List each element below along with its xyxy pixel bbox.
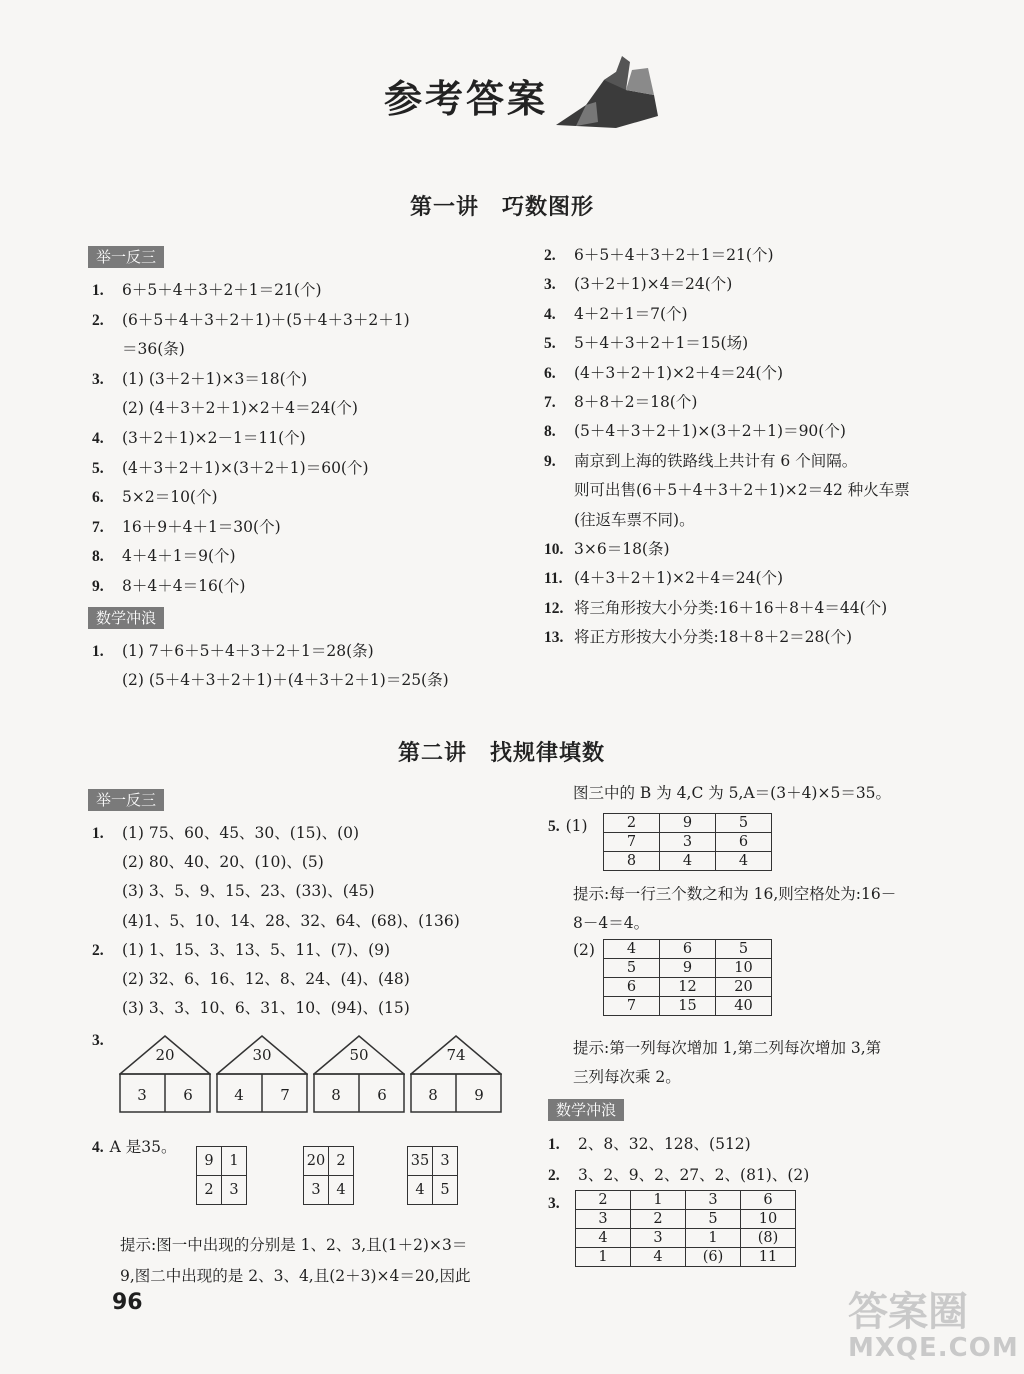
answer-number: 4. <box>544 305 556 323</box>
lecture2-surf-answers <box>548 1129 809 1191</box>
answer-text: 8＋4＋4＝16(个) <box>122 576 246 595</box>
grid-cell: 3 <box>631 1229 686 1248</box>
answer-line <box>92 424 410 454</box>
house-number: 8 <box>428 1086 438 1104</box>
grid-cell: 4 <box>329 1176 354 1205</box>
answer-text: (4＋3＋2＋1)×2＋4＝24(个) <box>574 363 784 382</box>
grid-cell: 5 <box>433 1176 458 1205</box>
lecture2-left-answers <box>92 819 460 1023</box>
grid-cell: 5 <box>716 940 772 959</box>
grid-cell: 9 <box>197 1147 222 1176</box>
grid-cell: 1 <box>686 1229 741 1248</box>
q4-hint-line-1: 提示:图一中出现的分别是 1、2、3,且(1＋2)×3＝ <box>120 1236 468 1254</box>
grid-cell: 4 <box>716 852 772 871</box>
lecture2-tag-practice: 举一反三 <box>88 789 164 811</box>
grid-cell: 4 <box>408 1176 433 1205</box>
lecture1-title: 第一讲 巧数图形 <box>410 195 595 220</box>
house-figure <box>410 1034 502 1114</box>
watermark-logo: 答案圈 MXQE.COM <box>848 1289 1019 1363</box>
answer-number: 2. <box>92 311 104 329</box>
lecture1-left-answers <box>92 276 410 602</box>
answer-text: (1) 75、60、45、30、(15)、(0) <box>122 824 360 842</box>
answer-text: (2) (4＋3＋2＋1)×2＋4＝24(个) <box>122 399 358 418</box>
answer-line <box>92 848 460 877</box>
answer-number: 4. <box>92 429 104 447</box>
answer-number: 3. <box>544 276 556 294</box>
grid-cell: 3 <box>222 1176 247 1205</box>
answer-line <box>92 572 410 602</box>
answer-text: (4＋3＋2＋1)×2＋4＝24(个) <box>574 569 784 588</box>
answer-text: 4＋4＋1＝9(个) <box>122 547 236 566</box>
answer-text: 5×2＝10(个) <box>122 488 218 507</box>
answer-text: 3、2、9、2、27、2、(81)、(2) <box>578 1166 810 1184</box>
grid-cell: 3 <box>576 1210 631 1229</box>
house-number: 30 <box>252 1046 272 1064</box>
answer-line <box>92 483 410 513</box>
grid-cell: 2 <box>329 1147 354 1176</box>
answer-line <box>544 241 910 270</box>
answer-text: (1) 7＋6＋5＋4＋3＋2＋1＝28(条) <box>122 642 374 660</box>
answer-number: 3. <box>92 370 104 388</box>
lecture1-surf-answers <box>92 637 449 695</box>
answer-number: 13. <box>544 629 564 647</box>
q5-number: 5. <box>548 818 560 835</box>
answer-text: (3＋2＋1)×2－1＝11(个) <box>122 428 306 447</box>
grid-cell: 5 <box>686 1210 741 1229</box>
answer-text: 6＋5＋4＋3＋2＋1＝21(个) <box>122 281 322 299</box>
grid-cell: 3 <box>660 833 716 852</box>
q5-part1-hint-line-1: 提示:每一行三个数之和为 16,则空格处为:16－ <box>573 885 897 903</box>
answer-line <box>92 637 449 666</box>
answer-text: 8＋8＋2＝18(个) <box>574 393 698 412</box>
house-figure <box>119 1034 211 1114</box>
lecture2-tag-surf: 数学冲浪 <box>548 1099 624 1121</box>
answer-number: 2. <box>92 941 104 959</box>
answer-text: (4＋3＋2＋1)×(3＋2＋1)＝60(个) <box>122 458 369 477</box>
answer-text: (1) (3＋2＋1)×3＝18(个) <box>122 369 308 388</box>
answer-text: 5＋4＋3＋2＋1＝15(场) <box>574 334 749 353</box>
answer-line <box>548 1160 809 1191</box>
answer-text: 将正方形按大小分类:18＋8＋2＝28(个) <box>574 628 852 647</box>
answer-line <box>92 542 410 572</box>
answer-text: 将三角形按大小分类:16＋16＋8＋4＝44(个) <box>574 598 888 617</box>
house-number: 8 <box>331 1086 341 1104</box>
q5-part1-label: (1) <box>565 817 588 835</box>
answer-line <box>92 877 460 906</box>
grid-cell: 7 <box>604 833 660 852</box>
answer-text: 3×6＝18(条) <box>574 540 670 559</box>
answer-text: (6＋5＋4＋3＋2＋1)＋(5＋4＋3＋2＋1) <box>122 310 410 329</box>
answer-line <box>92 276 410 306</box>
q4-hint-line-2: 9,图二中出现的是 2、3、4,且(2＋3)×4＝20,因此 <box>120 1267 471 1285</box>
answer-line <box>92 936 460 965</box>
grid-cell: 3 <box>304 1176 329 1205</box>
grid-cell: 12 <box>660 978 716 997</box>
grid-cell: 1 <box>222 1147 247 1176</box>
q4-grid <box>303 1146 354 1205</box>
q4-grid <box>196 1146 247 1205</box>
answer-text: (2) (5＋4＋3＋2＋1)＋(4＋3＋2＋1)＝25(条) <box>122 671 449 689</box>
grid-cell: 6 <box>716 833 772 852</box>
answer-line <box>544 329 910 358</box>
answer-text: 4＋2＋1＝7(个) <box>574 304 688 323</box>
answer-line <box>92 994 460 1023</box>
answer-text: (3) 3、5、9、15、23、(33)、(45) <box>122 882 375 901</box>
answer-text: 则可出售(6＋5＋4＋3＋2＋1)×2＝42 种火车票 <box>574 481 910 500</box>
answer-number: 5. <box>544 335 556 353</box>
q5-part2-hint-line-2: 三列每次乘 2。 <box>573 1068 681 1086</box>
lecture1-tag-surf: 数学冲浪 <box>88 607 164 629</box>
answer-text: 6＋5＋4＋3＋2＋1＝21(个) <box>574 246 774 264</box>
answer-text: 16＋9＋4＋1＝30(个) <box>122 517 281 536</box>
answer-line <box>544 447 910 476</box>
grid-cell: 9 <box>660 959 716 978</box>
answer-line <box>544 623 910 652</box>
answer-line <box>544 388 910 417</box>
surf-q3-number: 3. <box>548 1195 560 1212</box>
house-number: 6 <box>183 1086 193 1104</box>
banner-title: 参考答案 <box>384 77 549 121</box>
q4-answer: A 是35。 <box>109 1138 177 1156</box>
answer-line <box>544 535 910 564</box>
grid-cell: 3 <box>433 1147 458 1176</box>
answer-number: 5. <box>92 459 104 477</box>
q4-grid <box>407 1146 458 1205</box>
grid-cell: 4 <box>660 852 716 871</box>
answer-line <box>544 359 910 388</box>
answer-number: 12. <box>544 599 564 617</box>
grid-cell: 4 <box>604 940 660 959</box>
grid-cell: 2 <box>197 1176 222 1205</box>
lecture1-tag-practice: 举一反三 <box>88 246 164 268</box>
grid-cell: 7 <box>604 997 660 1016</box>
grid-cell: 2 <box>631 1210 686 1229</box>
house-figure <box>216 1034 308 1114</box>
grid-cell: 11 <box>741 1248 796 1267</box>
answer-text: (3＋2＋1)×4＝24(个) <box>574 275 733 294</box>
answer-line <box>92 335 410 365</box>
answer-number: 9. <box>92 577 104 595</box>
grid-cell: 15 <box>660 997 716 1016</box>
grid-cell: 8 <box>604 852 660 871</box>
grid-cell: 20 <box>304 1147 329 1176</box>
grid-cell: 6 <box>660 940 716 959</box>
grid-cell: 9 <box>660 814 716 833</box>
answer-line <box>544 506 910 535</box>
answer-number: 8. <box>92 548 104 566</box>
grid-cell: 40 <box>716 997 772 1016</box>
grid-cell: 35 <box>408 1147 433 1176</box>
answer-text: ＝36(条) <box>122 340 185 359</box>
lecture2-title: 第二讲 找规律填数 <box>398 741 606 766</box>
answer-line <box>544 270 910 299</box>
grid-cell: 2 <box>604 814 660 833</box>
answer-text: (2) 32、6、16、12、8、24、(4)、(48) <box>122 970 410 989</box>
answer-line <box>92 365 410 395</box>
answer-line <box>92 666 449 695</box>
house-number: 7 <box>280 1086 290 1104</box>
answer-number: 2. <box>544 247 556 264</box>
house-number: 9 <box>474 1086 484 1104</box>
answer-number: 10. <box>544 541 564 559</box>
q5-part2-grid <box>603 939 772 1016</box>
grid-cell: 4 <box>576 1229 631 1248</box>
house-number: 4 <box>234 1086 244 1104</box>
grid-cell: (6) <box>686 1248 741 1267</box>
answer-number: 6. <box>544 364 556 382</box>
grid-cell: 5 <box>716 814 772 833</box>
answer-line <box>544 476 910 505</box>
answer-text: (1) 1、15、3、13、5、11、(7)、(9) <box>122 940 391 959</box>
grid-cell: 5 <box>604 959 660 978</box>
answer-line <box>92 454 410 484</box>
answer-text: (往返车票不同)。 <box>574 510 695 529</box>
answer-number: 8. <box>544 423 556 441</box>
house-number: 74 <box>446 1046 466 1064</box>
house-number: 20 <box>155 1046 175 1064</box>
q4-continued: 图三中的 B 为 4,C 为 5,A＝(3＋4)×5＝35。 <box>573 784 892 802</box>
answer-number: 11. <box>544 570 563 588</box>
answer-number: 7. <box>544 394 556 412</box>
answer-line <box>544 300 910 329</box>
answer-line <box>544 417 910 446</box>
surf-q3-grid <box>575 1190 796 1267</box>
page-number: 96 <box>112 1290 143 1315</box>
answer-line <box>92 819 460 848</box>
grid-cell: 1 <box>576 1248 631 1267</box>
grid-cell: 10 <box>716 959 772 978</box>
answer-line <box>92 513 410 543</box>
grid-cell: 10 <box>741 1210 796 1229</box>
answer-line <box>92 907 460 936</box>
answer-text: (4)1、5、10、14、28、32、64、(68)、(136) <box>122 911 460 930</box>
answer-line <box>92 394 410 424</box>
grid-cell: 4 <box>631 1248 686 1267</box>
grid-cell: 2 <box>576 1191 631 1210</box>
answer-number: 6. <box>92 489 104 507</box>
q4-number: 4. <box>92 1139 104 1156</box>
answer-text: (2) 80、40、20、(10)、(5) <box>122 853 324 872</box>
grid-cell: 20 <box>716 978 772 997</box>
answer-line <box>548 1129 809 1160</box>
house-number: 6 <box>377 1086 387 1104</box>
house-number: 50 <box>349 1046 369 1064</box>
q5-part1-hint-line-2: 8－4＝4。 <box>573 914 650 932</box>
lecture1-right-answers <box>544 241 910 653</box>
answer-line <box>544 594 910 623</box>
answer-line <box>92 965 460 994</box>
q5-part1-grid <box>603 813 772 871</box>
house-number: 3 <box>137 1086 147 1104</box>
answer-text: (5＋4＋3＋2＋1)×(3＋2＋1)＝90(个) <box>574 422 846 441</box>
answer-number: 1. <box>92 282 104 299</box>
grid-cell: (8) <box>741 1229 796 1248</box>
answer-line <box>92 306 410 336</box>
answer-number: 9. <box>544 452 556 470</box>
answer-text: (3) 3、3、10、6、31、10、(94)、(15) <box>122 999 410 1018</box>
answer-line <box>544 564 910 593</box>
answer-number: 7. <box>92 518 104 536</box>
answer-number: 1. <box>92 825 104 842</box>
answer-text: 2、8、32、128、(512) <box>578 1135 751 1153</box>
q3-number: 3. <box>92 1032 104 1049</box>
answer-number: 2. <box>548 1167 560 1184</box>
q5-part2-label: (2) <box>573 941 595 959</box>
grid-cell: 1 <box>631 1191 686 1210</box>
grid-cell: 6 <box>741 1191 796 1210</box>
grid-cell: 6 <box>604 978 660 997</box>
answer-number: 1. <box>92 643 104 660</box>
grid-cell: 3 <box>686 1191 741 1210</box>
house-figure <box>313 1034 405 1114</box>
banner-decoration-icon <box>556 50 666 130</box>
answer-text: 南京到上海的铁路线上共计有 6 个间隔。 <box>574 451 858 470</box>
q5-part2-hint-line-1: 提示:第一列每次增加 1,第二列每次增加 3,第 <box>573 1039 882 1057</box>
answer-number: 1. <box>548 1136 560 1153</box>
